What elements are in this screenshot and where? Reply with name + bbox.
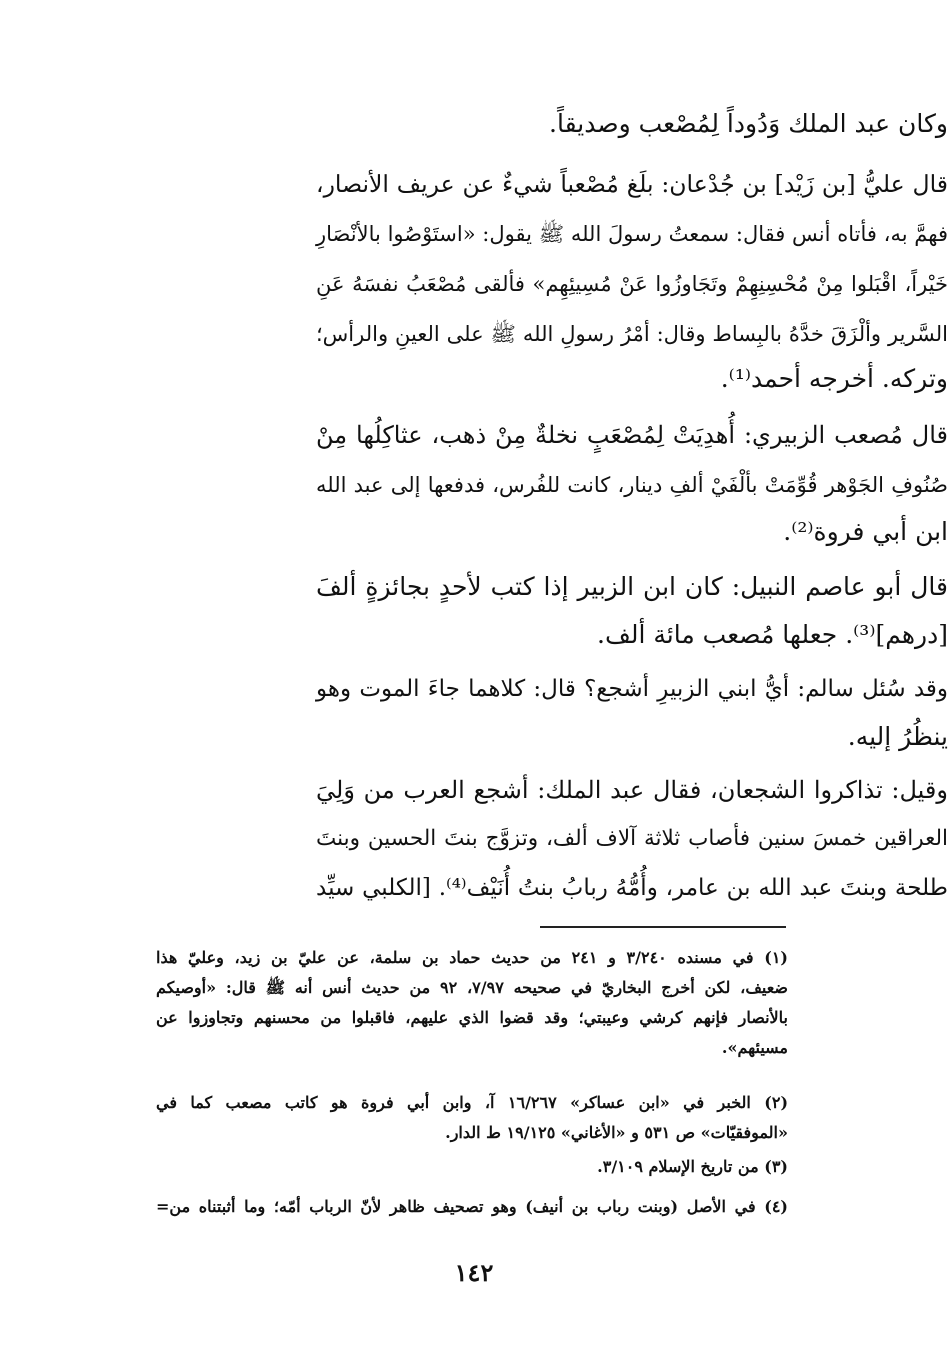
text-line: وقيل: تذاكروا الشجعان، فقال عبد الملك: أشجع العرب من وَلِيَ (316, 776, 948, 804)
footnote-line: ضعيف، لكن أخرج البخاريّ في صحيحه ٧/٩٧، ٩٢ من حديث أنس أنه ﷺ قال: «أوصيكم (156, 978, 789, 997)
text-line: فهمَّ به، فأتاه أنس فقال: سمعتُ رسولَ الله ﷺ يقول: «استَوْصُوا بالأنْصَارِ (316, 222, 948, 246)
text-line: السَّرير وألْزَقَ خدَّهُ بالبِساط وقال: أمْرُ رسولِ الله ﷺ على العينِ والرأس؛ (316, 322, 948, 346)
text-line: صُنُوفِ الجَوْهر قُوِّمَتْ بألْفَيْ ألفِ دينار، كانت للفُرس، فدفعها إلى عبد الله (316, 473, 948, 497)
text-line: ابن أبي فروة⁽²⁾. (783, 517, 948, 546)
footnote-line: (١) في مسنده ٣/٢٤٠ و ٢٤١ من حديث حماد بن سلمة، عن عليّ بن زيد، وعليّ هذا (156, 948, 788, 967)
text-line: وقد سُئل سالم: أيُّ ابني الزبيرِ أشجع؟ قال: كلاهما جاءَ الموت وهو (316, 676, 948, 702)
text-line: قال مُصعب الزبيري: أُهدِيَتْ لِمُصْعَبٍ نخلةٌ مِنْ ذهب، عثاكِلُها مِنْ (316, 421, 948, 449)
text-line: طلحة وبنتَ عبد الله بن عامر، وأُمُّهُ ربابُ بنتُ أُنَيْف⁽⁴⁾. [الكلبي سيِّد (316, 875, 948, 901)
footnote-line: (٤) في الأصل (وبنت رباب بن أنيف) وهو تصحيف ظاهر لأنّ الرباب أمّه؛ وما أثبتناه من= (156, 1197, 788, 1216)
text-line: قال عليُّ [بن زَيْد] بن جُدْعان: بلَغ مُصْعباً شيءٌ عن عريف الأنصار، (316, 170, 948, 198)
text-line: وتركه. أخرجه أحمد⁽¹⁾. (720, 364, 948, 393)
footnote-separator (540, 926, 786, 928)
text-line: وكان عبد الملك وَدُوداً لِمُصْعب وصديقاً. (549, 109, 948, 138)
footnote-line: «الموفقيّات» ص ٥٣١ و «الأغاني» ١٩/١٢٥ ط الدار. (445, 1123, 788, 1142)
text-line: ينظُرُ إليه. (847, 722, 948, 751)
text-line: قال أبو عاصم النبيل: كان ابن الزبير إذا كتب لأحدٍ بجائزةٍ ألفَ (316, 572, 948, 601)
footnote-line: مسيئهم». (721, 1038, 788, 1057)
footnote-line: (٣) من تاريخ الإسلام ٣/١٠٩. (597, 1157, 788, 1176)
footnote-line: بالأنصار فإنهم كرشي وعيبتي؛ وقد قضوا الذي عليهم، فاقبلوا من محسنهم وتجاوزوا عن (156, 1008, 788, 1027)
text-line: خَيْراً، اقْبَلوا مِنْ مُحْسِنِهِمْ وتَجَاوزُوا عَنْ مُسِيئِهِم» فألقى مُصْعَبُ نفسَهُ عَنِ (316, 272, 948, 296)
text-line: العراقين خمسَ سنين فأصاب ثلاثة آلاف ألف، وتزوَّج بنتَ الحسين وبنتَ (316, 826, 948, 851)
page-number: ١٤٢ (454, 1258, 494, 1287)
footnote-line: (٢) الخبر في «ابن عساكر» ١٦/٢٦٧ آ، وابن أبي فروة هو كاتب مصعب كما في (156, 1093, 789, 1112)
text-line: [درهم]⁽³⁾. جعلها مُصعب مائة ألف. (597, 620, 948, 649)
